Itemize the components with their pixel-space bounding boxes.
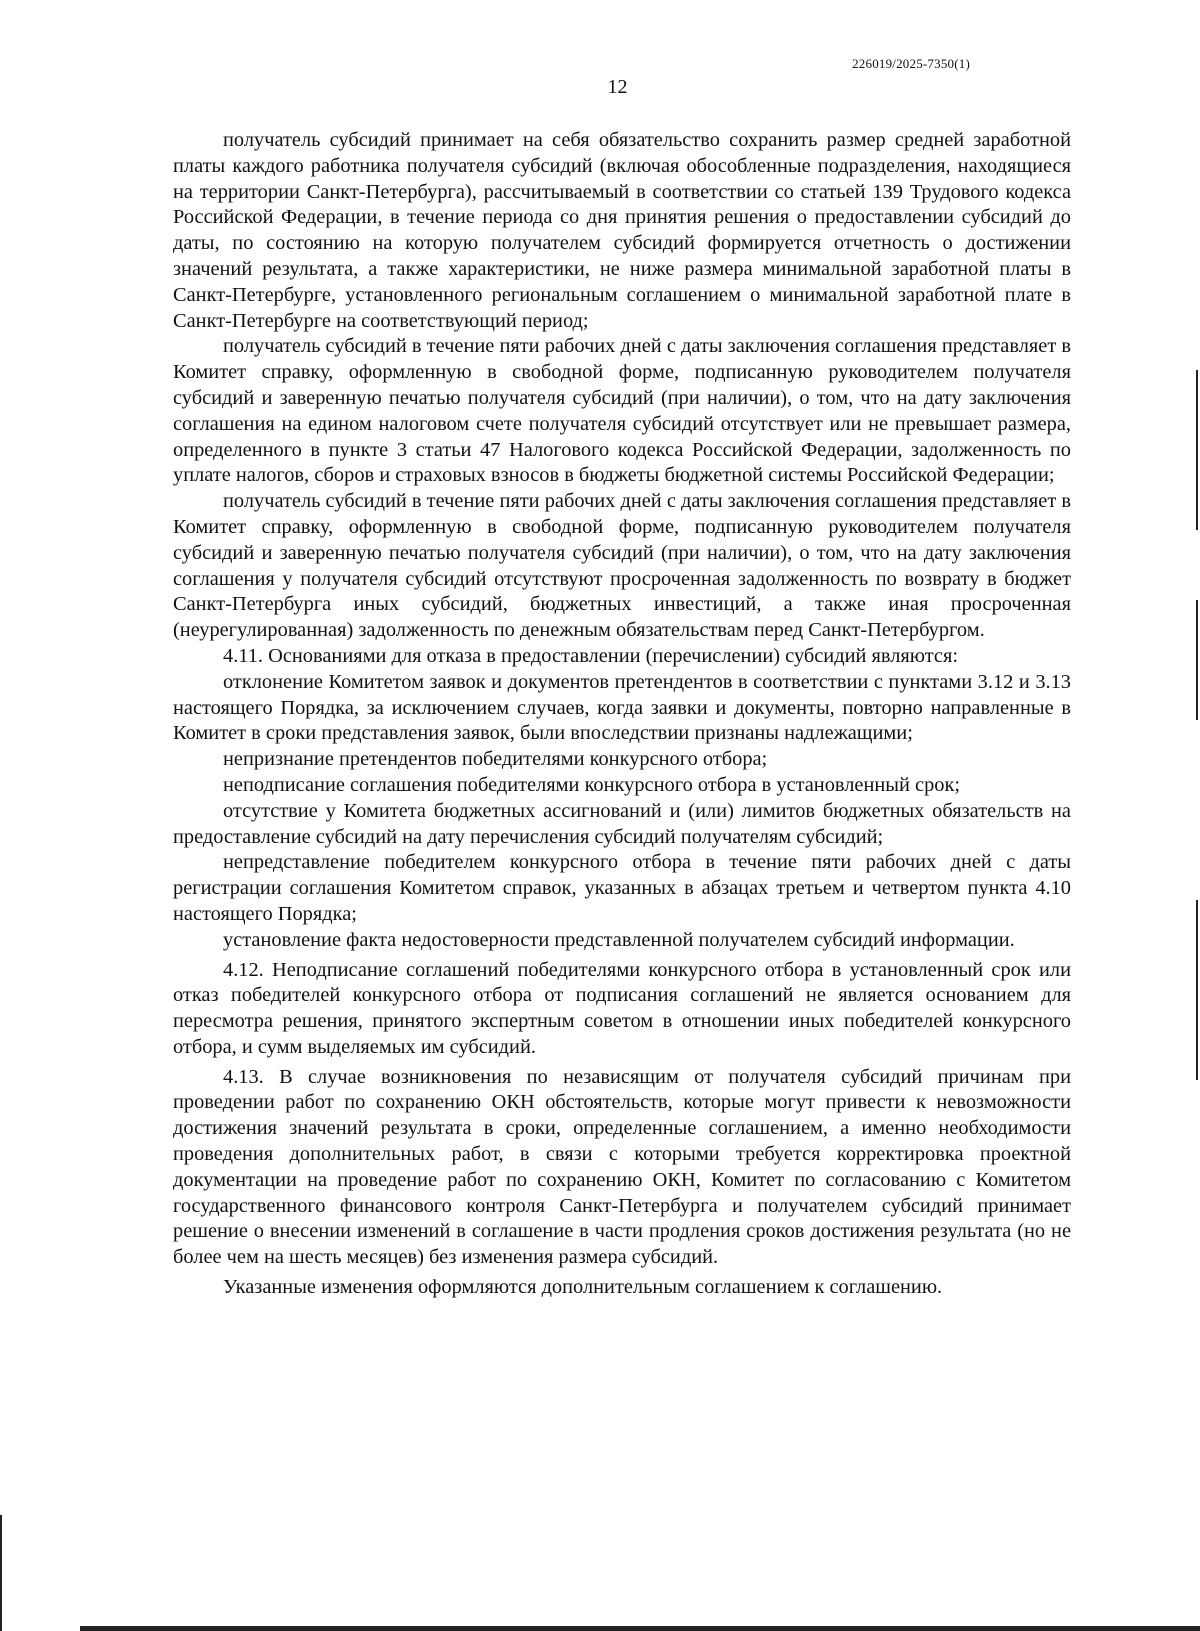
- paragraph-rejection: отклонение Комитетом заявок и документов претендентов в соответствии с пунктами 3.12 и 3.13 настоящего Порядка, за исключением случаев, когда заявки и документы, повторно направленные в Комитет в сроки представления заявок, были впоследствии признаны надлежащими;: [173, 670, 1071, 745]
- scan-edge-mark-left: [0, 1515, 2, 1631]
- paragraph-salary-obligation: получатель субсидий принимает на себя обязательство сохранить размер средней заработной платы каждого работника получателя субсидий (включая обособленные подразделения, находящиеся на территории Санкт-Петербурга), рассчитываемый в соответствии со статьей 139 Трудового кодекса Российской Федерации, в течение периода со дня принятия решения о предоставлении субсидий до даты, по состоянию на которую получателем субсидий формируется отчетность о достижении значений результата, а также характеристики, не ниже размера минимальной заработной платы в Санкт-Петербурге, установленного региональным соглашением о минимальной заработной плате в Санкт-Петербурге на соответствующий период;: [173, 129, 1071, 332]
- scan-edge-mark-right: [1196, 370, 1198, 530]
- scan-edge-mark-bottom: [80, 1626, 1200, 1631]
- document-body: [173, 128, 1071, 1301]
- scan-edge-mark-right-3: [1196, 900, 1198, 1080]
- paragraph-not-signed: неподписание соглашения победителями конкурсного отбора в установленный срок;: [223, 773, 961, 796]
- paragraph-amendments: Указанные изменения оформляются дополнительным соглашением к соглашению.: [223, 1276, 943, 1299]
- paragraph-4-13: 4.13. В случае возникновения по независящим от получателя субсидий причинам при проведении работ по сохранению ОКН обстоятельств, которые могут привести к невозможности достижения значений результата в сроки, определенные соглашением, а именно необходимости проведения дополнительных работ, в связи с которыми требуется корректировка проектной документации на проведение работ по сохранению ОКН, Комитет по согласованию с Комитетом государственного финансового контроля Санкт-Петербурга и получателем субсидий принимает решение о внесении изменений в соглашение в части продления сроков достижения результата (но не более чем на шесть месяцев) без изменения размера субсидий.: [173, 1065, 1071, 1269]
- document-id: 226019/2025-7350(1): [852, 56, 970, 71]
- paragraph-debt-certificate: получатель субсидий в течение пяти рабочих дней с даты заключения соглашения представляет в Комитет справку, оформленную в свободной форме, подписанную руководителем получателя субсидий и заверенную печатью получателя субсидий (при наличии), о том, что на дату заключения соглашения у получателя субсидий отсутствуют просроченная задолженность по возврату в бюджет Санкт-Петербурга иных субсидий, бюджетных инвестиций, а также иная просроченная (неурегулированная) задолженность по денежным обязательствам перед Санкт-Петербургом.: [173, 490, 1071, 642]
- scan-edge-mark-right-2: [1196, 600, 1198, 720]
- page-number: 12: [607, 76, 628, 98]
- paragraph-tax-certificate: получатель субсидий в течение пяти рабочих дней с даты заключения соглашения представляет в Комитет справку, оформленную в свободной форме, подписанную руководителем получателя субсидий и заверенную печатью получателя субсидий (при наличии), о том, что на дату заключения соглашения на едином налоговом счете получателя субсидий отсутствует или не превышает размера, определенного в пункте 3 статьи 47 Налогового кодекса Российской Федерации, задолженность по уплате налогов, сборов и страховых взносов в бюджеты бюджетной системы Российской Федерации;: [173, 335, 1071, 487]
- paragraph-4-11: 4.11. Основаниями для отказа в предоставлении (перечислении) субсидий являются:: [223, 644, 959, 667]
- paragraph-no-budget: отсутствие у Комитета бюджетных ассигнований и (или) лимитов бюджетных обязательств на предоставление субсидий на дату перечисления субсидий получателям субсидий;: [173, 799, 1071, 848]
- paragraph-unreliable-info: установление факта недостоверности представленной получателем субсидий информации.: [223, 928, 1015, 951]
- paragraph-4-12: 4.12. Неподписание соглашений победителями конкурсного отбора в установленный срок или отказ победителей конкурсного отбора от подписания соглашений не является основанием для пересмотра решения, принятого экспертным советом в отношении иных победителей конкурсного отбора, и сумм выделяемых им субсидий.: [173, 958, 1071, 1058]
- paragraph-no-certificates: непредставление победителем конкурсного отбора в течение пяти рабочих дней с даты регистрации соглашения Комитетом справок, указанных в абзацах третьем и четвертом пункта 4.10 настоящего Порядка;: [173, 851, 1071, 925]
- paragraph-not-winner: непризнание претендентов победителями конкурсного отбора;: [223, 748, 768, 771]
